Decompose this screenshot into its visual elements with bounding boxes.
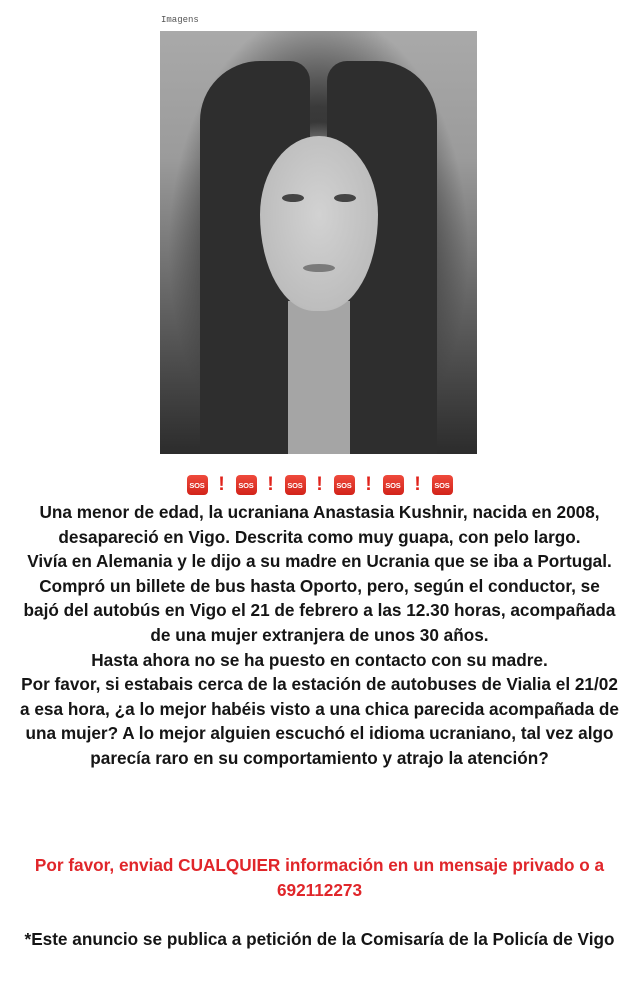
sos-icon: SOS xyxy=(187,475,208,495)
paragraph-no-contact: Hasta ahora no se ha puesto en contacto con su madre. xyxy=(91,649,548,670)
exclamation-icon: ! xyxy=(218,474,225,495)
paragraph-circumstances: Vivía en Alemania y le dijo a su madre en Ucrania que se iba a Portugal. Compró un billete de bus hasta Oporto, pero, según el conductor, se bajó del autobús en Vigo el 21 de febrero a las 12.30 horas, acompañada de una mujer extranjera de unos 30 años. xyxy=(23,551,616,645)
photo-eye-left xyxy=(282,194,304,202)
photo-neck xyxy=(288,301,350,454)
missing-person-photo xyxy=(160,31,477,454)
photo-lips xyxy=(303,264,335,272)
sos-icon: SOS xyxy=(383,475,404,495)
sos-icon: SOS xyxy=(285,475,306,495)
sos-icon: SOS xyxy=(236,475,257,495)
exclamation-icon: ! xyxy=(414,474,421,495)
exclamation-icon: ! xyxy=(365,474,372,495)
paragraph-witness-appeal: Por favor, si estabais cerca de la estación de autobuses de Vialia el 21/02 a esa hora, ¿a lo mejor habéis visto a una chica parecida acompañada de una mujer? A lo mejor alguien escuchó el idioma ucraniano, tal vez algo parecía raro en su comportamiento y atrajo la atención? xyxy=(20,674,619,768)
missing-person-description xyxy=(20,500,619,771)
exclamation-icon: ! xyxy=(267,474,274,495)
call-to-action: Por favor, enviad CUALQUIER información en un mensaje privado o a 692112273 xyxy=(34,855,605,900)
sos-alert-row xyxy=(0,475,639,495)
police-note: *Este anuncio se publica a petición de la Comisaría de la Policía de Vigo xyxy=(24,929,615,949)
paragraph-identity: Una menor de edad, la ucraniana Anastasia Kushnir, nacida en 2008, desapareció en Vigo. Descrita como muy guapa, con pelo largo. xyxy=(39,502,600,547)
photo-eye-right xyxy=(334,194,356,202)
exclamation-icon: ! xyxy=(316,474,323,495)
photo-face xyxy=(260,136,378,311)
sos-icon: SOS xyxy=(334,475,355,495)
photo-caption: Imagens xyxy=(161,15,199,25)
sos-icon: SOS xyxy=(432,475,453,495)
